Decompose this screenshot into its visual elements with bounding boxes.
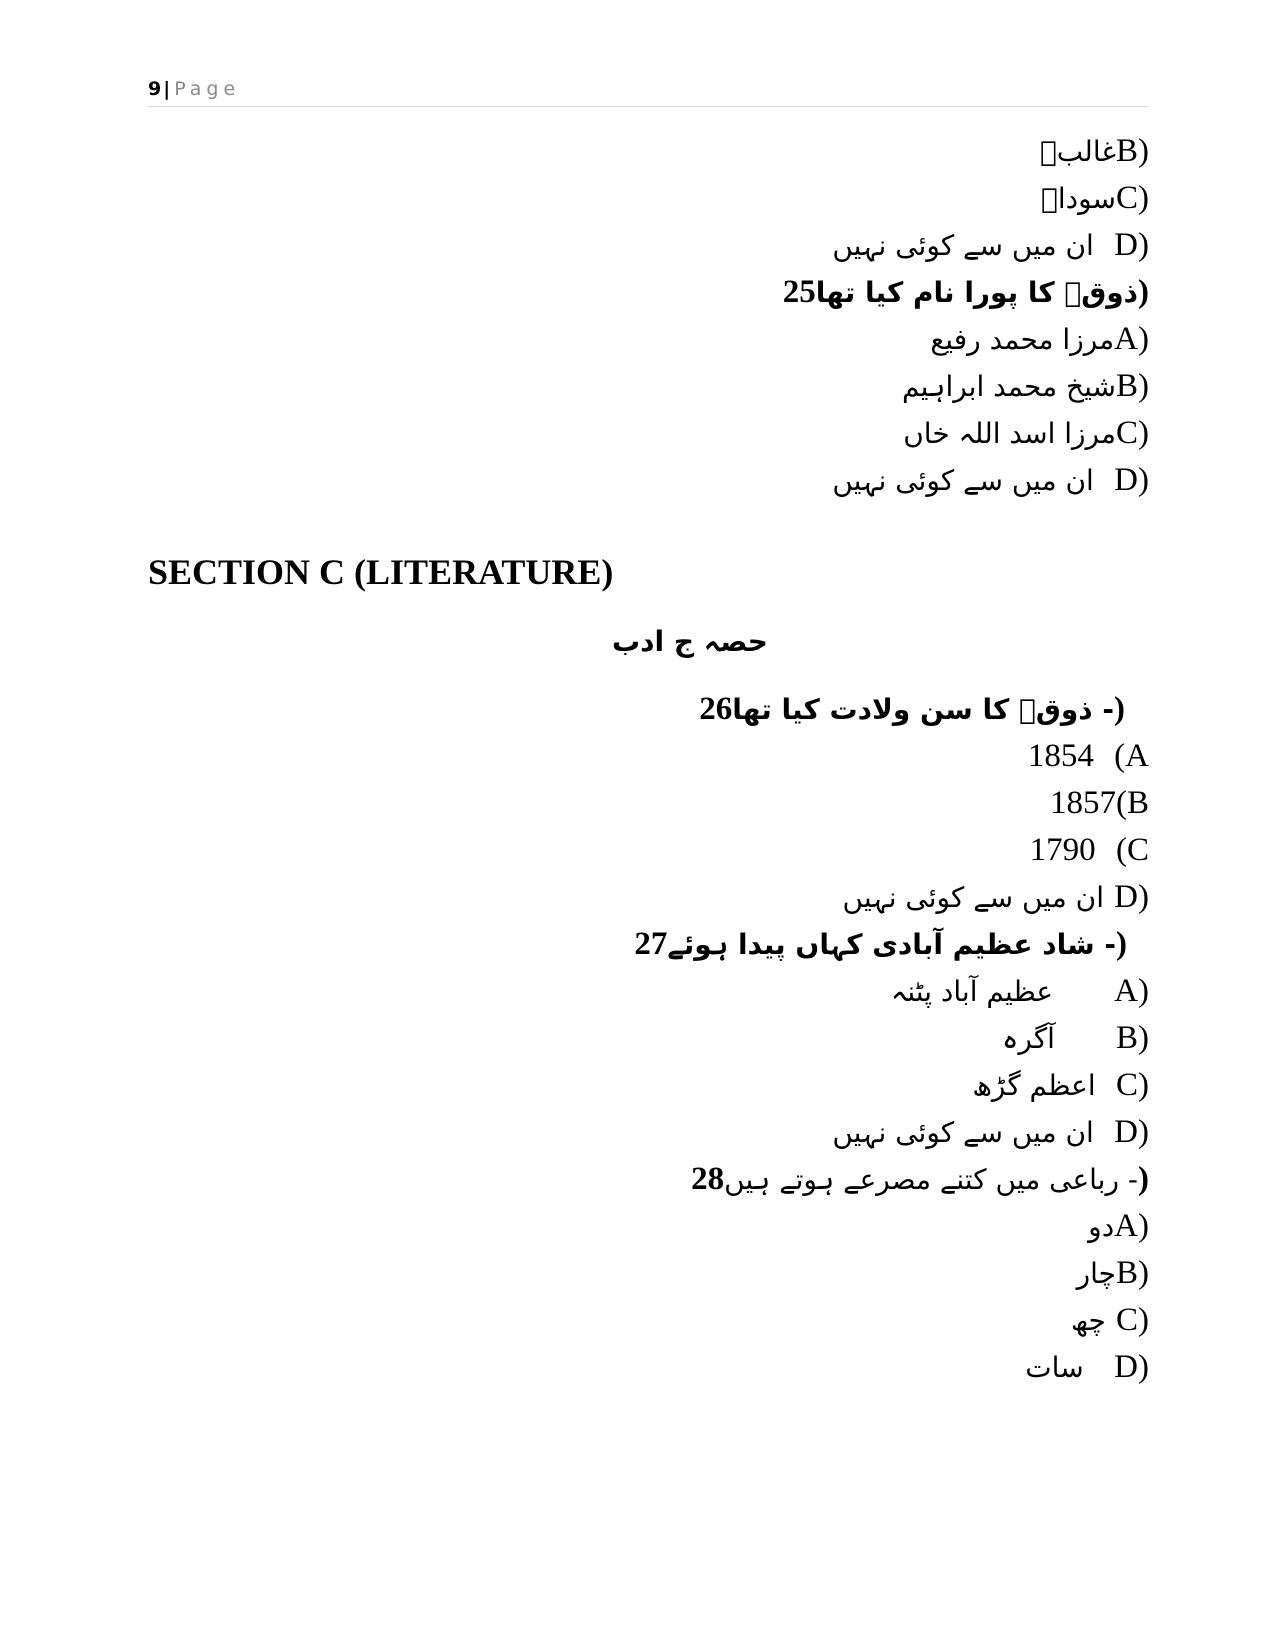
question-text: - شاد عظیم آبادی کہاں پیدا ہوئے — [667, 928, 1116, 961]
option-text: 1790 — [1029, 832, 1096, 868]
option-letter: B) — [1116, 1255, 1149, 1291]
option-letter: (A — [1114, 738, 1149, 774]
option-text: دو — [1088, 1210, 1115, 1243]
option-letter: C) — [1116, 415, 1149, 451]
q27-option-d — [832, 1111, 1149, 1153]
q26-question — [699, 688, 1125, 730]
option-text: مرزا اسد اللہ خاں — [903, 417, 1116, 450]
option-text: ان میں سے کوئی نہیں — [842, 881, 1104, 914]
question-text: - ذوقؔ کا سن ولادت کیا تھا — [732, 693, 1114, 726]
option-letter: B) — [1116, 133, 1149, 169]
option-letter: D) — [1114, 227, 1149, 263]
page-number: 9 — [148, 78, 162, 100]
option-text: شیخ محمد ابراہیم — [901, 370, 1116, 403]
q26-option-b — [1050, 782, 1149, 823]
q27-question — [634, 923, 1127, 965]
q24-option-c — [1041, 177, 1149, 219]
question-text: - رباعی میں کتنے مصرعے ہوتے ہیں — [724, 1163, 1138, 1196]
q26-option-a — [1028, 735, 1149, 776]
option-letter: D) — [1114, 1349, 1149, 1385]
option-text: سات — [1025, 1351, 1084, 1384]
option-text: اعظم گڑھ — [972, 1069, 1096, 1102]
header-separator: | — [163, 78, 171, 100]
option-text: مرزا محمد رفیع — [930, 323, 1115, 356]
option-letter: C) — [1116, 180, 1149, 216]
q28-option-b — [1077, 1252, 1149, 1294]
q26-option-d — [843, 876, 1149, 918]
option-text: ان میں سے کوئی نہیں — [832, 1116, 1094, 1149]
q25-option-d — [832, 459, 1149, 501]
option-letter: C) — [1116, 1302, 1149, 1338]
q25-option-a — [930, 318, 1149, 360]
q25-option-c — [903, 412, 1149, 454]
option-text: چھ — [1070, 1304, 1106, 1337]
q27-option-b — [1002, 1017, 1149, 1059]
option-letter: A) — [1114, 1208, 1149, 1244]
option-letter: D) — [1114, 879, 1149, 915]
section-title: SECTION C (LITERATURE) — [148, 552, 614, 592]
q24-option-d — [832, 224, 1149, 266]
option-letter: D) — [1114, 462, 1149, 498]
question-number: 28) — [691, 1161, 1149, 1197]
q28-question — [691, 1158, 1149, 1200]
q28-option-d — [1025, 1346, 1149, 1388]
q24-option-b — [1040, 130, 1149, 172]
option-letter: B) — [1116, 368, 1149, 404]
option-text: چار — [1076, 1257, 1116, 1290]
option-letter: B) — [1116, 1020, 1149, 1056]
option-letter: A) — [1114, 321, 1149, 357]
option-text: سوداؔ — [1041, 182, 1116, 215]
page-word: Page — [174, 78, 241, 100]
option-letter: D) — [1114, 1114, 1149, 1150]
option-text: ان میں سے کوئی نہیں — [832, 229, 1094, 262]
option-text: غالبؔ — [1039, 135, 1116, 168]
q28-option-c — [1071, 1299, 1149, 1341]
section-title-urdu: حصہ ج ادب — [612, 625, 768, 658]
q25-option-b — [902, 365, 1149, 407]
option-text: 1857 — [1050, 785, 1116, 821]
question-text: ذوقؔ کا پورا نام کیا تھا — [815, 276, 1138, 309]
q28-option-a — [1088, 1205, 1149, 1247]
option-letter: (B — [1116, 785, 1149, 821]
option-letter: (C — [1116, 832, 1149, 868]
option-text: 1854 — [1027, 738, 1094, 774]
q26-option-c — [1030, 829, 1149, 870]
question-number: 27) — [634, 926, 1127, 962]
q27-option-c — [972, 1064, 1149, 1106]
option-text: ان میں سے کوئی نہیں — [832, 464, 1094, 497]
option-text: آگرہ — [1002, 1022, 1055, 1055]
page-header — [148, 78, 1148, 107]
option-text: عظیم آباد پٹنہ — [890, 975, 1054, 1008]
question-number: 26) — [699, 691, 1125, 727]
question-number: 25) — [782, 274, 1149, 310]
q27-option-a — [891, 970, 1149, 1012]
option-letter: C) — [1116, 1067, 1149, 1103]
q25-question — [783, 271, 1149, 313]
option-letter: A) — [1114, 973, 1149, 1009]
